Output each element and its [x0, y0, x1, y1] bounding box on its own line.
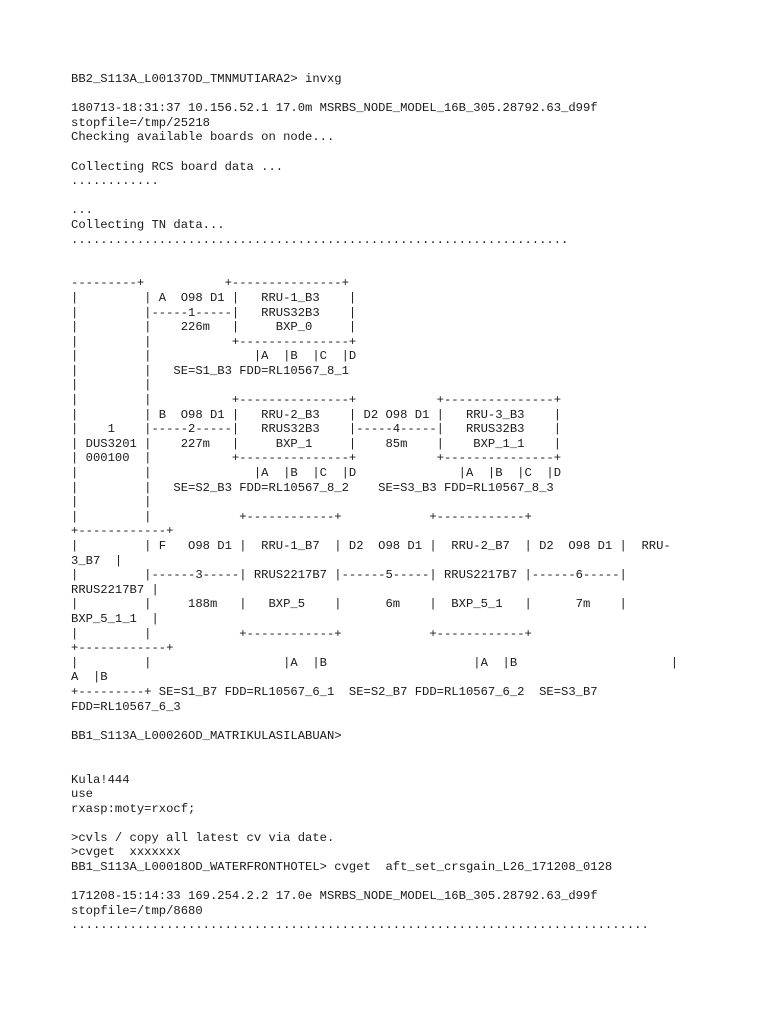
- diagram-line: ---------+ +---------------+: [71, 276, 349, 291]
- diagram-line: | | +---------------+: [71, 334, 357, 349]
- diagram-line: | DUS3201 | 227m | BXP_1 | 85m | BXP_1_1 |: [71, 436, 562, 451]
- log-line: ...............................................................................: [71, 918, 649, 933]
- diagram-line: +------------+: [71, 524, 174, 539]
- diagram-line: FDD=RL10567_6_3: [71, 699, 181, 714]
- diagram-line: | | B O98 D1 | RRU-2_B3 | D2 O98 D1 | RRU-3_B3 |: [71, 407, 562, 422]
- diagram-line: 3_B7 |: [71, 553, 123, 568]
- log-line: Checking available boards on node...: [71, 130, 335, 145]
- log-line: Kula!444: [71, 772, 130, 787]
- diagram-line: | | |A |B |C |D |A |B |C |D: [71, 466, 562, 481]
- log-line: rxasp:moty=rxocf;: [71, 801, 196, 816]
- diagram-line: | | 226m | BXP_0 |: [71, 320, 357, 335]
- log-line: ............: [71, 174, 159, 189]
- log-line: >cvget xxxxxxx: [71, 845, 181, 860]
- log-line: BB1_S113A_L00018OD_WATERFRONTHOTEL> cvget aft_set_crsgain_L26_171208_0128: [71, 860, 613, 875]
- diagram-line: | | A O98 D1 | RRU-1_B3 |: [71, 290, 357, 305]
- log-line: stopfile=/tmp/25218: [71, 115, 210, 130]
- log-line: [71, 87, 761, 102]
- log-line: BB2_S113A_L00137OD_TMNMUTIARA2> invxg: [71, 72, 342, 86]
- diagram-line: | | |A |B |C |D: [71, 349, 357, 364]
- log-line: [71, 875, 761, 890]
- diagram-line: BXP_5_1_1 |: [71, 611, 159, 626]
- diagram-line: | | +------------+ +------------+: [71, 626, 532, 641]
- diagram-line: | | SE=S1_B3 FDD=RL10567_8_1: [71, 363, 349, 378]
- log-line: [71, 714, 761, 729]
- diagram-line: | | |A |B |A |B |: [71, 655, 679, 670]
- log-line: ....................................................................: [71, 232, 569, 247]
- log-line: BB1_S113A_L00026OD_MATRIKULASILABUAN>: [71, 728, 342, 743]
- diagram-line: | | +---------------+ +---------------+: [71, 393, 562, 408]
- log-line: [71, 816, 761, 831]
- diagram-line: | |: [71, 495, 152, 510]
- diagram-line: | | SE=S2_B3 FDD=RL10567_8_2 SE=S3_B3 FDD=RL10567_8_3: [71, 480, 554, 495]
- diagram-line: RRUS2217B7 |: [71, 582, 159, 597]
- log-line: Collecting RCS board data ...: [71, 159, 284, 174]
- log-line: [71, 262, 761, 277]
- diagram-line: | |-----1-----| RRUS32B3 |: [71, 305, 357, 320]
- log-line: [71, 145, 761, 160]
- diagram-line: | |------3-----| RRUS2217B7 |------5-----| RRUS2217B7 |------6-----|: [71, 568, 627, 583]
- log-line: use: [71, 787, 93, 802]
- log-line: [71, 743, 761, 758]
- diagram-line: A |B: [71, 670, 108, 685]
- diagram-line: +---------+ SE=S1_B7 FDD=RL10567_6_1 SE=S2_B7 FDD=RL10567_6_2 SE=S3_B7: [71, 684, 598, 699]
- log-line: stopfile=/tmp/8680: [71, 903, 203, 918]
- log-line: [71, 247, 761, 262]
- log-line: >cvls / copy all latest cv via date.: [71, 830, 335, 845]
- log-line: Collecting TN data...: [71, 217, 225, 232]
- diagram-line: | | 188m | BXP_5 | 6m | BXP_5_1 | 7m |: [71, 597, 627, 612]
- terminal-log-page: [71, 72, 761, 933]
- diagram-line: | | +------------+ +------------+: [71, 509, 532, 524]
- log-line: 180713-18:31:37 10.156.52.1 17.0m MSRBS_NODE_MODEL_16B_305.28792.63_d99f: [71, 101, 598, 116]
- log-line: 171208-15:14:33 169.254.2.2 17.0e MSRBS_NODE_MODEL_16B_305.28792.63_d99f: [71, 889, 598, 904]
- diagram-line: | 000100 | +---------------+ +---------------+: [71, 451, 562, 466]
- log-line: [71, 758, 761, 773]
- diagram-line: | |: [71, 378, 152, 393]
- diagram-line: | | F O98 D1 | RRU-1_B7 | D2 O98 D1 | RRU-2_B7 | D2 O98 D1 | RRU-: [71, 539, 671, 553]
- log-line: [71, 189, 761, 204]
- log-line: ...: [71, 203, 93, 218]
- diagram-line: | 1 |-----2-----| RRUS32B3 |-----4-----| RRUS32B3 |: [71, 422, 562, 437]
- diagram-line: +------------+: [71, 641, 174, 656]
